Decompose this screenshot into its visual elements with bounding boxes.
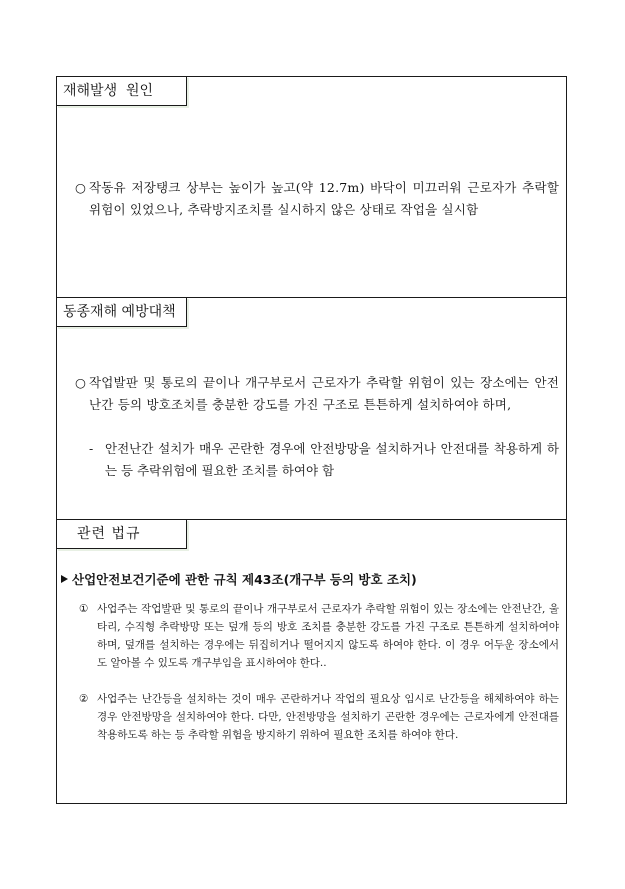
clause-text: 사업주는 작업발판 및 통로의 끝이나 개구부로서 근로자가 추락할 위험이 있는 장소에는 안전난간, 울타리, 수직형 추락방망 또는 덮개 등의 방호 조치를 충분한 강도를 가진 구조로 튼튼하게 설치하여야 하며, 덮개를 설치하는 경우에는 뒤집히거나 떨어지지 않도록 하여야 한다. 이 경우 어두운 장소에서도 알아볼 수 있도록 개구부임을 표시하여야 한다.. bbox=[97, 603, 559, 669]
accident-cause-text: 작동유 저장탱크 상부는 높이가 높고(약 12.7m) 바닥이 미끄러워 근로자가 추락할 위험이 있었으나, 추락방지조치를 실시하지 않은 상태로 작업을 실시함 bbox=[89, 180, 559, 217]
accident-cause-heading: 재해발생 원인 bbox=[56, 76, 187, 106]
clause-number: ① bbox=[79, 603, 89, 615]
prevention-sub-item bbox=[89, 438, 559, 482]
regulation-heading: 관련 법규 bbox=[56, 519, 187, 549]
dash-bullet-icon: - bbox=[89, 441, 94, 456]
prevention-section bbox=[56, 298, 567, 520]
circle-bullet-icon: ○ bbox=[75, 180, 87, 195]
prevention-heading: 동종재해 예방대책 bbox=[56, 297, 187, 327]
prevention-paragraph bbox=[75, 372, 559, 416]
law-title bbox=[61, 570, 561, 590]
clause-number: ② bbox=[79, 693, 89, 705]
clause-text: 사업주는 난간등을 설치하는 것이 매우 곤란하거나 작업의 필요상 임시로 난간등을 해체하여야 하는 경우 안전방망을 설치하여야 한다. 다만, 안전방망을 설치하기 곤란한 경우에는 근로자에게 안전대를 착용하도록 하는 등 추락할 위험을 방지하기 위하여 필요한 조치를 하여야 한다. bbox=[97, 693, 559, 741]
prevention-sub-text: 안전난간 설치가 매우 곤란한 경우에 안전방망을 설치하거나 안전대를 착용하게 하는 등 추락위험에 필요한 조치를 하여야 함 bbox=[105, 441, 559, 478]
accident-cause-section bbox=[56, 76, 567, 298]
accident-cause-paragraph bbox=[75, 177, 559, 221]
law-clause-1 bbox=[79, 600, 559, 672]
law-title-text: 산업안전보건기준에 관한 규칙 제43조(개구부 등의 방호 조치) bbox=[72, 572, 417, 587]
circle-bullet-icon: ○ bbox=[75, 375, 87, 390]
prevention-text: 작업발판 및 통로의 끝이나 개구부로서 근로자가 추락할 위험이 있는 장소에는 안전난간 등의 방호조치를 충분한 강도를 가진 구조로 튼튼하게 설치하여야 하며, bbox=[89, 375, 559, 412]
triangle-bullet-icon bbox=[61, 575, 68, 583]
law-clause-2 bbox=[79, 690, 559, 744]
regulation-section bbox=[56, 520, 567, 804]
